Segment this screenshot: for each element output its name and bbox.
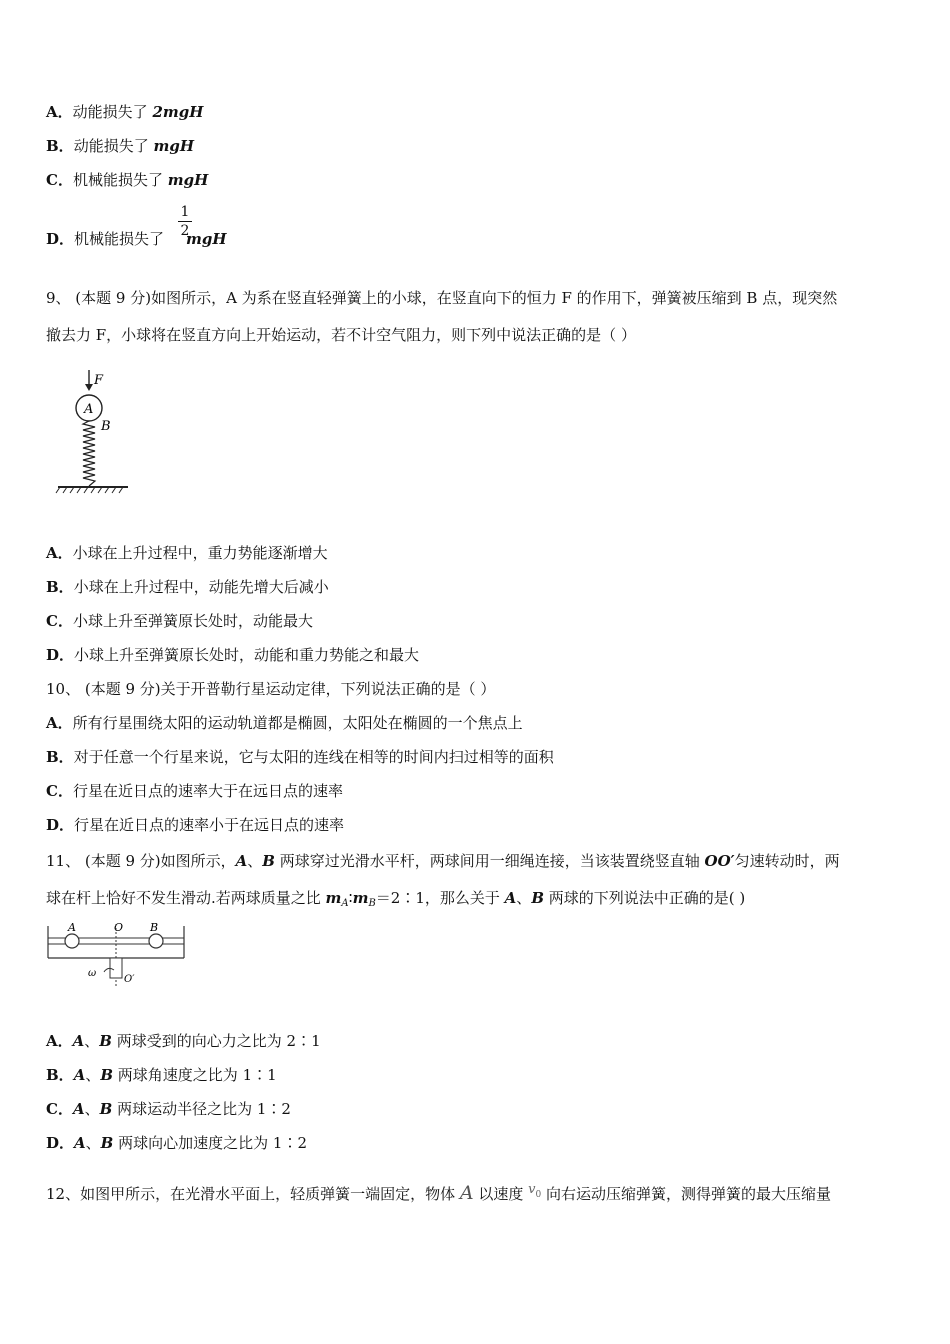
q9-label-b: B [101, 419, 111, 434]
q8-option-c: C．机械能损失了 mgH [46, 171, 209, 189]
q9-stem-line1: 9、 (本题 9 分)如图所示，A 为系在竖直轻弹簧上的小球，在竖直向下的恒力 F 的作用下，弹簧被压缩到 B 点，现突然 [46, 289, 838, 307]
q11-stem-line2: 球在杆上恰好不发生滑动.若两球质量之比 $m_A∶m_B=2∶1$，那么关于 A、B 两球的下列说法中正确的是( ) [46, 889, 746, 909]
q11-rod-figure [44, 920, 190, 988]
q11-label-b: B [150, 921, 159, 934]
q9-spring-figure [52, 366, 132, 496]
q11-option-b: B．A、B 两球角速度之比为 1∶1 [46, 1066, 277, 1084]
q9-option-b: B．小球在上升过程中，动能先增大后减小 [46, 578, 329, 596]
q11-option-d: D．A、B 两球向心加速度之比为 1∶2 [46, 1134, 307, 1152]
q9-stem-line2: 撤去力 F，小球将在竖直方向上开始运动，若不计空气阻力，则下列中说法正确的是（ ） [46, 326, 636, 344]
q10-option-a: A．所有行星围绕太阳的运动轨道都是椭圆，太阳处在椭圆的一个焦点上 [46, 714, 523, 732]
q11-option-a: A．A、B 两球受到的向心力之比为 2∶1 [46, 1032, 321, 1050]
q11-label-o2: O′ [124, 974, 135, 985]
q9-label-f: F [94, 373, 104, 388]
q9-label-a: A [84, 402, 94, 417]
q8-option-d-fraction: $\frac{1}{2}$ [178, 203, 192, 240]
q9-option-c: C．小球上升至弹簧原长处时，动能最大 [46, 612, 313, 630]
q8-option-d: D．机械能损失了 mgH [46, 230, 227, 248]
q11-label-omega: ω [88, 968, 97, 979]
q11-label-a: A [68, 921, 76, 934]
q9-option-a: A．小球在上升过程中，重力势能逐渐增大 [46, 544, 328, 562]
q11-label-o: O [114, 921, 124, 934]
q8-option-b: B．动能损失了 mgH [46, 137, 195, 155]
q10-option-d: D．行星在近日点的速率小于在远日点的速率 [46, 816, 345, 834]
q10-option-c: C．行星在近日点的速率大于在远日点的速率 [46, 782, 343, 800]
q11-stem-line1: 11、 (本题 9 分)如图所示，A、B 两球穿过光滑水平杆，两球间用一细绳连接，当该装置绕竖直轴 OO′匀速转动时，两 [46, 852, 840, 870]
q10-option-b: B．对于任意一个行星来说，它与太阳的连线在相等的时间内扫过相等的面积 [46, 748, 554, 766]
q9-option-d: D．小球上升至弹簧原长处时，动能和重力势能之和最大 [46, 646, 420, 664]
q8-option-a: A．动能损失了 2mgH [46, 103, 204, 121]
q12-stem: 12、如图甲所示，在光滑水平面上，轻质弹簧一端固定，物体 A 以速度 v0 向右运动压缩弹簧，测得弹簧的最大压缩量 [46, 1182, 832, 1204]
q10-stem: 10、 (本题 9 分)关于开普勒行星运动定律，下列说法正确的是（ ） [46, 680, 496, 698]
q11-option-c: C．A、B 两球运动半径之比为 1∶2 [46, 1100, 291, 1118]
